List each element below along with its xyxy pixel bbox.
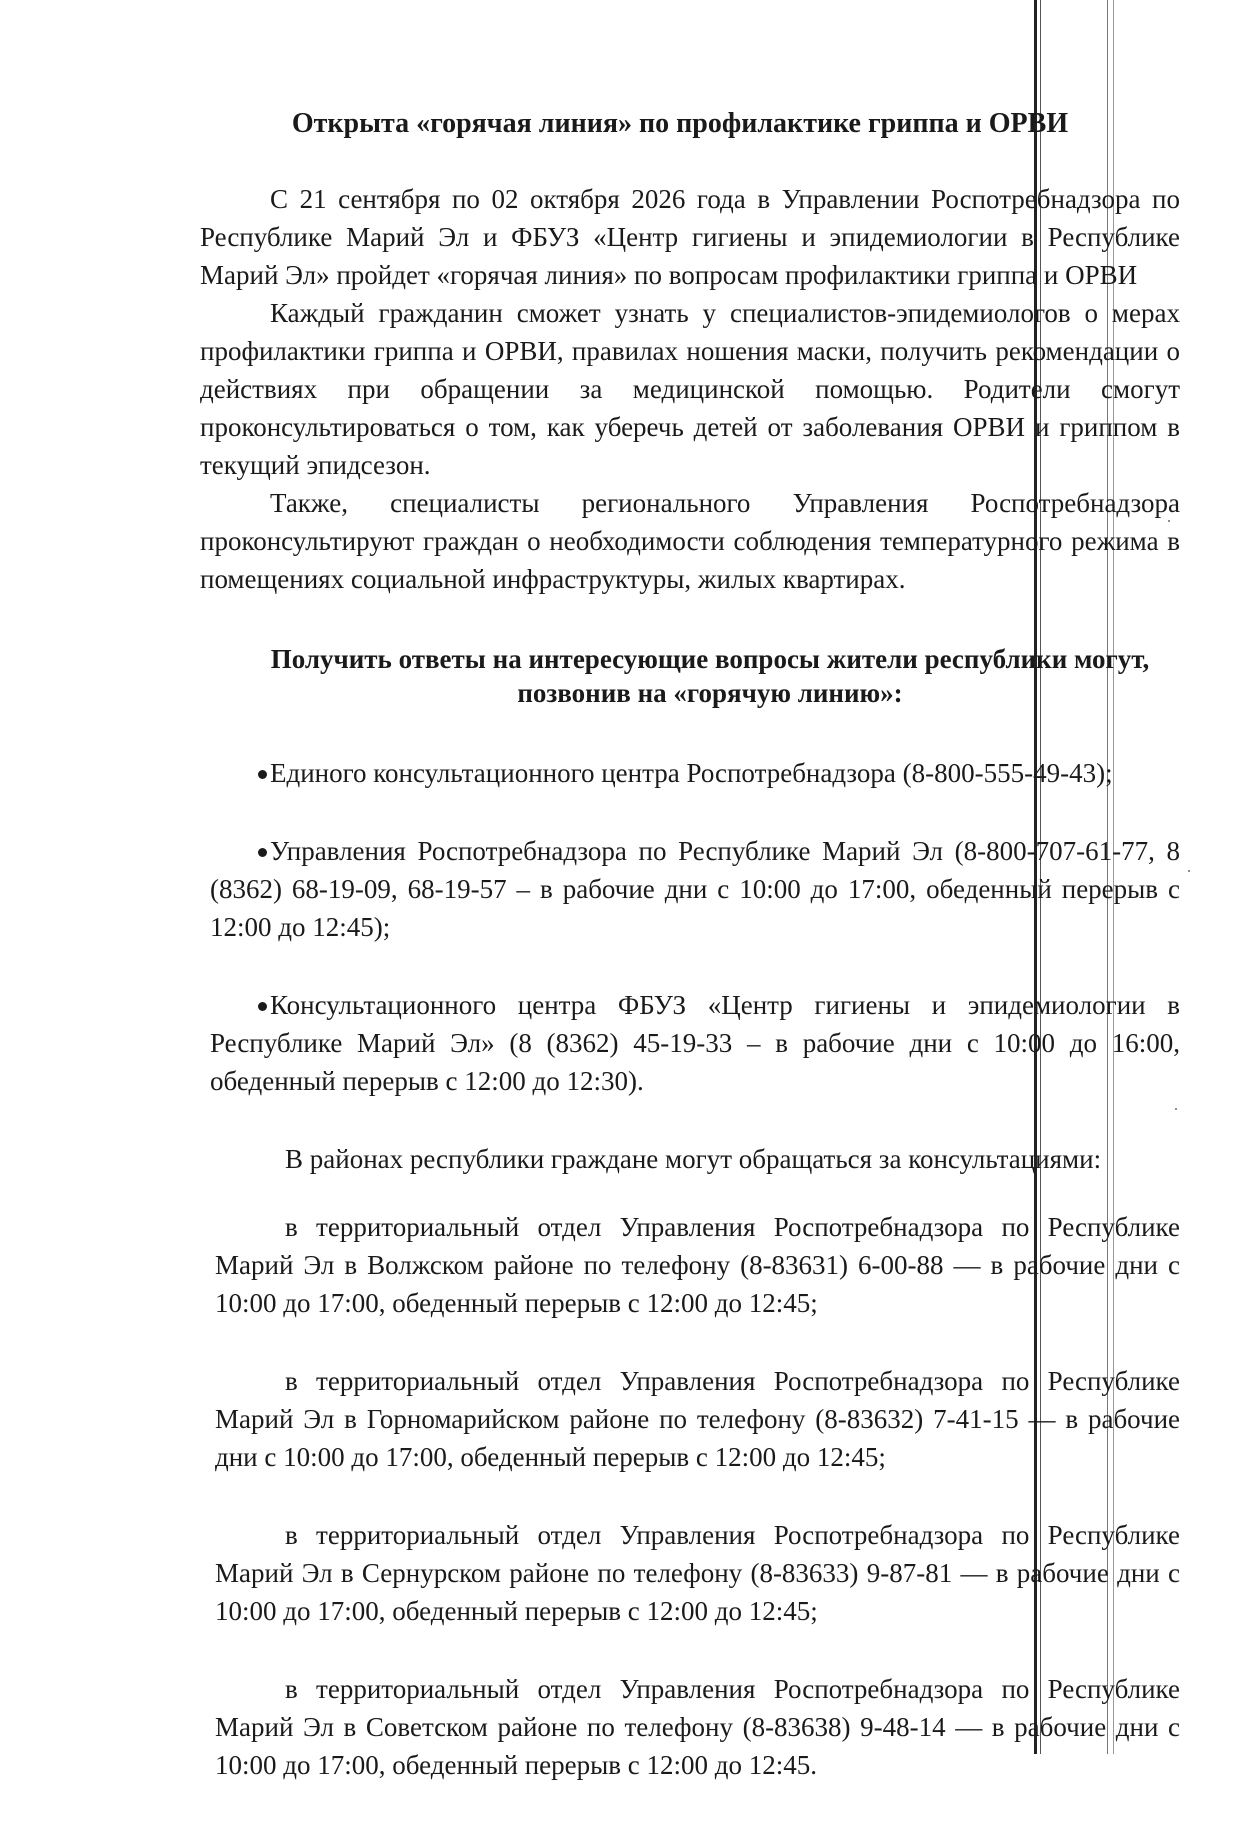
district-item: в территориальный отдел Управления Роспотребнадзора по Республике Марий Эл в Горномарийском районе по телефону (8-83632) 7-41-15 — в рабочие дни с 10:00 до 17:00, обеденный перерыв с 12:00 до 12:45;	[215, 1366, 1180, 1472]
district-item: в территориальный отдел Управления Роспотребнадзора по Республике Марий Эл в Волжском районе по телефону (8-83631) 6-00-88 — в рабочие дни с 10:00 до 17:00, обеденный перерыв с 12:00 до 12:45;	[215, 1212, 1180, 1318]
scan-speck	[1188, 870, 1190, 872]
paragraph: Также, специалисты регионального Управления Роспотребнадзора проконсультируют граждан о необходимости соблюдения температурного режима в помещениях социальной инфраструктуры, жилых квартирах.	[200, 488, 1180, 594]
list-item	[210, 754, 1180, 792]
document-body	[200, 108, 1180, 1824]
hotline-text: Управления Роспотребнадзора по Республике Марий Эл (8-800-707-61-77, 8 (8362) 68-19-09, 68-19-57 – в рабочие дни с 10:00 до 17:00, обеденный перерыв с 12:00 до 12:45);	[210, 836, 1180, 942]
list-item	[210, 832, 1180, 946]
section-subtitle: Получить ответы на интересующие вопросы жители республики могут, позвонив на «горячую линию»:	[270, 644, 1150, 708]
bullet-icon	[258, 1002, 267, 1011]
district-item: в территориальный отдел Управления Роспотребнадзора по Республике Марий Эл в Советском районе по телефону (8-83638) 9-48-14 — в рабочие дни с 10:00 до 17:00, обеденный перерыв с 12:00 до 12:45.	[215, 1674, 1180, 1780]
hotline-text: Единого консультационного центра Роспотребнадзора (8-800-555-49-43);	[270, 758, 1113, 788]
bullet-icon	[258, 770, 267, 779]
document-title: Открыта «горячая линия» по профилактике гриппа и ОРВИ	[291, 108, 1069, 139]
hotline-list	[200, 754, 1180, 1100]
paragraph: Каждый гражданин сможет узнать у специалистов-эпидемиологов о мерах профилактики гриппа и ОРВИ, правилах ношения маски, получить рекомендации о действиях при обращении за медицинской помощью. Родители смогут проконсультироваться о том, как уберечь детей от заболевания ОРВИ и гриппом в текущий эпидсезон.	[200, 298, 1180, 480]
district-item: в территориальный отдел Управления Роспотребнадзора по Республике Марий Эл в Сернурском районе по телефону (8-83633) 9-87-81 — в рабочие дни с 10:00 до 17:00, обеденный перерыв с 12:00 до 12:45;	[215, 1520, 1180, 1626]
paragraph: С 21 сентября по 02 октября 2026 года в Управлении Роспотребнадзора по Республике Марий Эл и ФБУЗ «Центр гигиены и эпидемиологии в Республике Марий Эл» пройдет «горячая линия» по вопросам профилактики гриппа и ОРВИ	[200, 184, 1180, 290]
hotline-text: Консультационного центра ФБУЗ «Центр гигиены и эпидемиологии в Республике Марий Эл» (8 (8362) 45-19-33 – в рабочие дни с 10:00 до 16:00, обеденный перерыв с 12:00 до 12:30).	[210, 990, 1180, 1096]
list-item	[210, 986, 1180, 1100]
districts-intro: В районах республики граждане могут обращаться за консультациями:	[285, 1144, 1102, 1174]
bullet-icon	[258, 848, 267, 857]
